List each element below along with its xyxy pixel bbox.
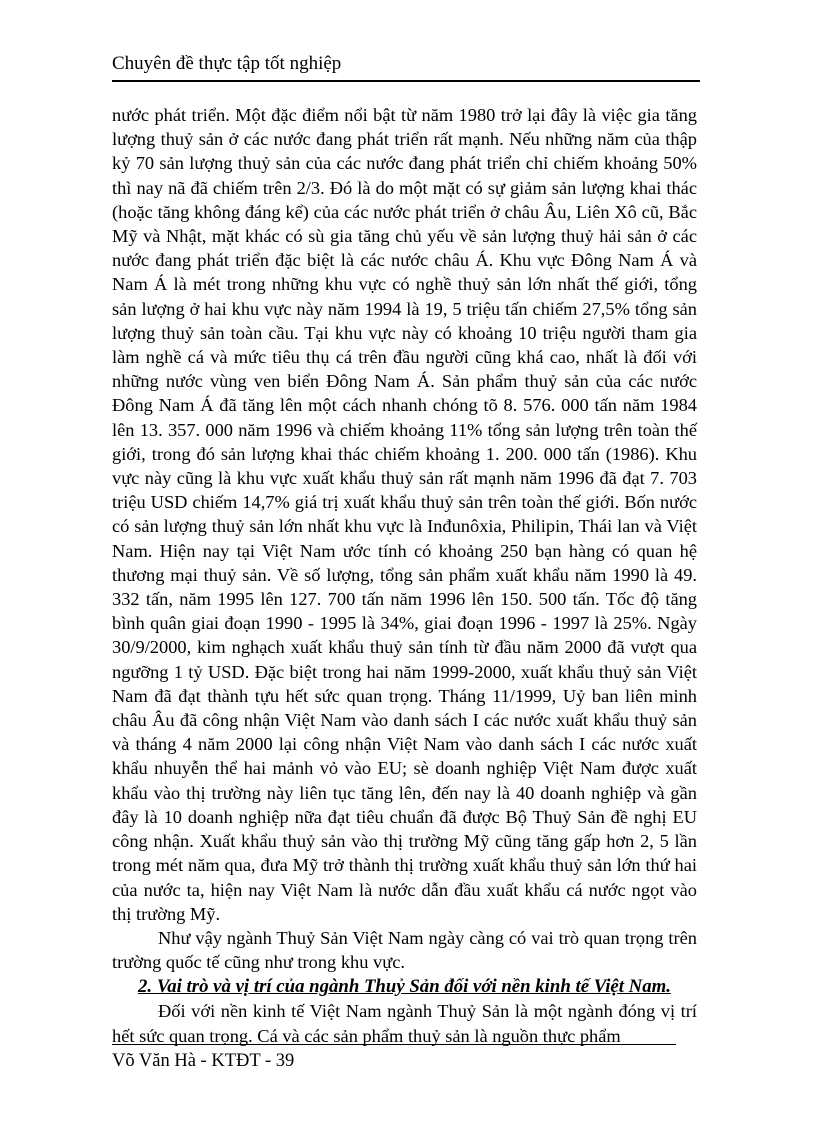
body-paragraph-3: Đối với nền kinh tế Việt Nam ngành Thuỷ Sản là một ngành đóng vị trí hết sức quan trọng. Cá và các sản phẩm thuỷ sản là nguồn thực phẩm — [112, 1001, 697, 1046]
footer-text: Võ Văn Hà - KTĐT - 39 — [112, 1051, 295, 1071]
page-header — [112, 53, 700, 75]
document-body — [112, 103, 697, 1048]
body-paragraph-1: nước phát triển. Một đặc điểm nổi bật từ năm 1980 trở lại đây là việc gia tăng lượng thuỷ sản ở các nước đang phát triển rất mạnh. Nếu những năm của thập kỷ 70 sản lượng thuỷ sản của các nước đang phát triển chỉ chiếm khoảng 50% thì nay nã đã chiếm trên 2/3. Đó là do một mặt có sự giảm sản lượng khai thác (hoặc tăng không đáng kể) của các nước phát triển ở châu Âu, Liên Xô cũ, Bắc Mỹ và Nhật, mặt khác có sù gia tăng chủ yếu về sản lượng thuỷ hải sản ở các nước đang phát triển đặc biệt là các nước châu Á. Khu vực Đông Nam Á và Nam Á là mét trong những khu vực có nghề thuỷ sản lớn nhất thế giới, tổng sản lượng ở hai khu vực này năm 1994 là 19, 5 triệu tấn chiếm 27,5% tổng sản lượng thuỷ sản toàn cầu. Tại khu vực này có khoảng 10 triệu người tham gia làm nghề cá và mức tiêu thụ cá trên đầu người cũng khá cao, nhất là đối với những nước vùng ven biển Đông Nam Á. Sản phẩm thuỷ sản của các nước Đông Nam Á đã tăng lên một cách nhanh chóng tõ 8. 576. 000 tấn năm 1984 lên 13. 357. 000 năm 1996 và chiếm khoảng 11% tổng sản lượng trên toàn thế giới, trong đó sản lượng khai thác chiếm khoảng 1. 200. 000 tấn (1986). Khu vực này cũng là khu vực xuất khẩu thuỷ sản rất mạnh năm 1996 đã đạt 7. 703 triệu USD chiếm 14,7% giá trị xuất khẩu thuỷ sản trên toàn thế giới. Bốn nước có sản lượng thuỷ sản lớn nhất khu vực là Inđunôxia, Philipin, Thái lan và Việt Nam. Hiện nay tại Việt Nam ước tính có khoảng 250 bạn hàng có quan hệ thương mại thuỷ sản. Về số lượng, tổng sản phẩm xuất khẩu năm 1990 là 49. 332 tấn, năm 1995 lên 127. 700 tấn năm 1996 lên 150. 500 tấn. Tốc độ tăng bình quân giai đoạn 1990 - 1995 là 34%, giai đoạn 1996 - 1997 là 25%. Ngày 30/9/2000, kim nghạch xuất khẩu thuỷ sản tính từ đầu năm 2000 đã vượt qua ngưỡng 1 tỷ USD. Đặc biệt trong hai năm 1999-2000, xuất khẩu thuỷ sản Việt Nam đã đạt thành tựu hết sức quan trọng. Tháng 11/1999, Uỷ ban liên minh châu Âu đã công nhận Việt Nam vào danh sách I các nước xuất khẩu thuỷ sản và tháng 4 năm 2000 lại công nhận Việt Nam vào danh sách I các nước xuất khẩu nhuyễn thể hai mảnh vỏ vào EU; sè doanh nghiệp Việt Nam được xuất khẩu vào thị trường này liên tục tăng lên, đến nay là 40 doanh nghiệp và gần đây là 10 doanh nghiệp nữa đạt tiêu chuẩn đã được Bộ Thuỷ Sản đề nghị EU công nhận. Xuất khẩu thuỷ sản vào thị trường Mỹ cũng tăng gấp hơn 2, 5 lần trong mét năm qua, đưa Mỹ trở thành thị trường xuất khẩu thuỷ sản lớn thứ hai của nước ta, hiện nay Việt Nam là nước dẫn đầu xuất khẩu cá nước ngọt vào thị trường Mỹ. — [112, 105, 697, 924]
footer-divider — [112, 1044, 676, 1045]
body-paragraph-2: Như vậy ngành Thuỷ Sản Việt Nam ngày càng có vai trò quan trọng trên trường quốc tế cũng như trong khu vực. — [112, 927, 697, 973]
header-title: Chuyên đề thực tập tốt nghiệp — [112, 53, 342, 74]
header-divider — [112, 80, 700, 82]
section-heading: 2. Vai trò và vị trí của ngành Thuỷ Sản đối với nền kinh tế Việt Nam. — [138, 976, 671, 998]
